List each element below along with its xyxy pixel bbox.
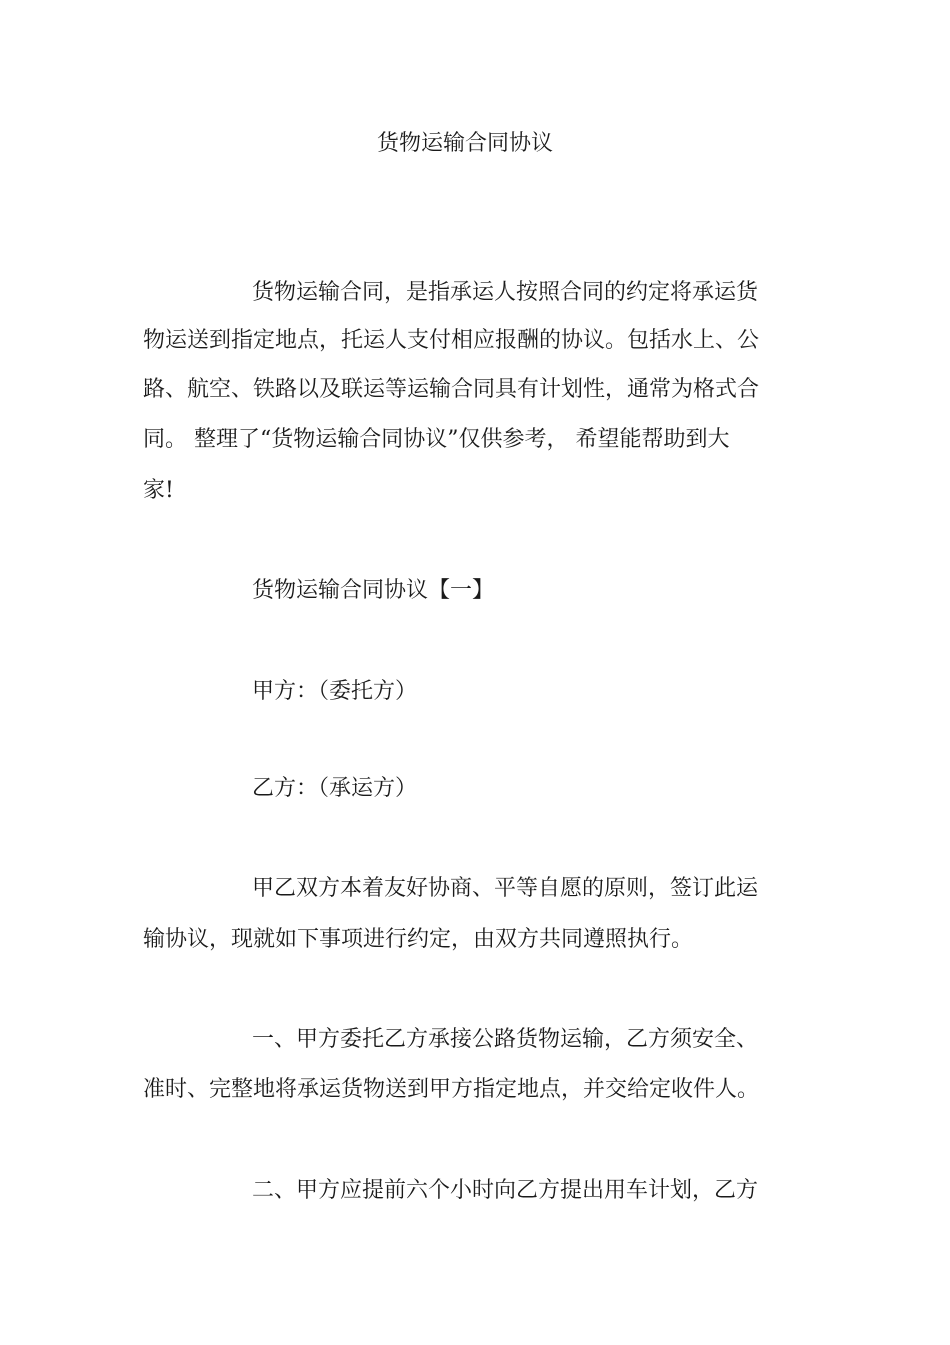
clause-2-line-1: 二、甲方应提前六个小时向乙方提出用车计划，乙方	[252, 1178, 759, 1203]
party-b-line: 乙方：（承运方）	[252, 776, 418, 801]
clause-1-line-2: 准时、完整地将承运货物送到甲方指定地点，并交给定收件人。	[143, 1077, 760, 1102]
intro-line-5: 家!	[143, 478, 174, 503]
document-title: 货物运输合同协议	[376, 131, 553, 156]
section-heading: 货物运输合同协议【一】	[252, 578, 495, 603]
preamble-line-2: 输协议，现就如下事项进行约定，由双方共同遵照执行。	[143, 927, 694, 952]
intro-line-2: 物运送到指定地点，托运人支付相应报酬的协议。包括水上、公	[143, 328, 760, 353]
intro-line-1: 货物运输合同，是指承运人按照合同的约定将承运货	[252, 280, 759, 305]
intro-line-3: 路、航空、铁路以及联运等运输合同具有计划性，通常为格式合	[143, 377, 760, 402]
party-a-line: 甲方：（委托方）	[252, 679, 418, 704]
clause-1-line-1: 一、甲方委托乙方承接公路货物运输，乙方须安全、	[252, 1027, 759, 1052]
intro-line-4: 同。 整理了“货物运输合同协议”仅供参考， 希望能帮助到大	[143, 427, 730, 452]
preamble-line-1: 甲乙双方本着友好协商、平等自愿的原则，签订此运	[252, 876, 759, 901]
